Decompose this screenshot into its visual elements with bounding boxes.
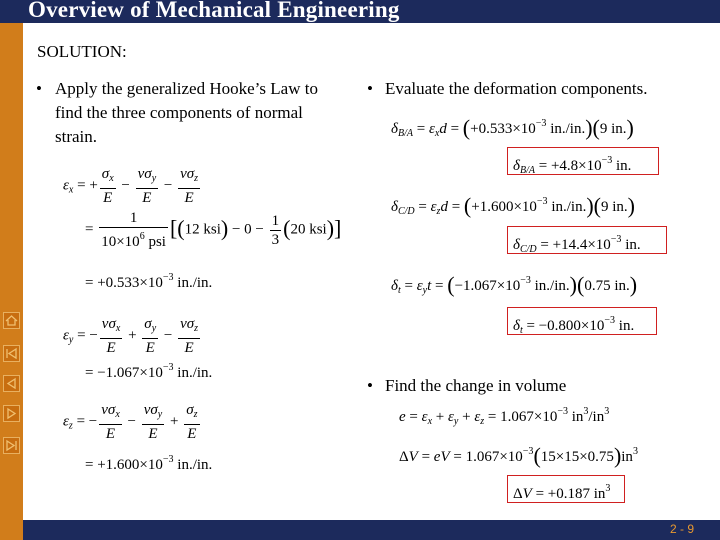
hooke-ex-substitution: = $\frac{1}{10\times 10^6 psi}$ [(12 ksi) − 0 − $\frac{1}{3}$ (20 ksi)] — [85, 210, 342, 250]
ez-result: = $+1.600\times 10^{-3}$ in./in. — [85, 454, 213, 473]
right-bullet-2-text: Find the change in volume — [385, 376, 567, 395]
volume-change-result: ΔV = +0.187 $in^3$ — [513, 483, 611, 502]
solution-label: SOLUTION: — [37, 42, 127, 61]
page-number: 2 - 9 — [669, 522, 694, 536]
bullet-marker: • — [367, 376, 373, 395]
first-slide-button[interactable] — [3, 345, 20, 362]
delta-cd-equation: $\delta_{C/D} = \varepsilon_zd = (+1.600\times 10^{-3}$ in./in.)(9 in.) — [391, 193, 635, 218]
delta-t-result: $\delta_t = -0.800\times 10^{-3}$ in. — [513, 315, 635, 336]
volume-change-equation: ΔV = eV = $1.067\times 10^{-3}(15\times 15\times 0.75)in^3$ — [399, 443, 638, 468]
previous-icon — [4, 376, 19, 391]
delta-ba-result: $\delta_{B/A} = +4.8\times 10^{-3}$ in. — [513, 155, 632, 176]
hooke-ey-equation: $\varepsilon_y$ = − $\frac{\nu\sigma_x}{E}$ + $\frac{\sigma_y}{E}$ − $\frac{\nu\sigma_z}{E}$ — [63, 316, 199, 356]
footer-bar — [23, 520, 720, 540]
hooke-ez-equation: $\varepsilon_z$ = − $\frac{\nu\sigma_x}{E}$ − $\frac{\nu\sigma_y}{E}$ + $\frac{\sigma_z}{E}$ — [63, 402, 198, 442]
home-button[interactable] — [3, 312, 20, 329]
dilatation-equation: $e = \varepsilon_x + \varepsilon_y + \varepsilon_z = 1.067\times 10^{-3}$ $in^3/in^3$ — [399, 406, 610, 427]
right-bullet-1-text: Evaluate the deformation components. — [385, 79, 648, 98]
bullet-marker: • — [367, 79, 373, 98]
first-slide-icon — [4, 346, 19, 361]
next-slide-button[interactable] — [3, 405, 20, 422]
next-icon — [4, 406, 19, 421]
home-icon — [4, 313, 19, 328]
ex-result: = $+0.533\times 10^{-3}$ in./in. — [85, 272, 213, 291]
slide-title: Overview of Mechanical Engineering — [28, 0, 400, 22]
delta-cd-result: $\delta_{C/D} = +14.4\times 10^{-3}$ in. — [513, 234, 641, 255]
header-bar — [0, 0, 720, 23]
slide-content — [23, 23, 720, 520]
left-bullet-line-3: strain. — [55, 127, 98, 146]
delta-ba-equation: $\delta_{B/A} = \varepsilon_xd = (+0.533\times 10^{-3}$ in./in.)(9 in.) — [391, 115, 634, 140]
left-bullet-line-1: Apply the generalized Hooke’s Law to — [55, 79, 318, 98]
hooke-ex-equation: $\varepsilon_x$ = + $\frac{\sigma_x}{E}$ − $\frac{\nu\sigma_y}{E}$ − $\frac{\nu\sigma_z}{E}$ — [63, 166, 199, 206]
previous-slide-button[interactable] — [3, 375, 20, 392]
bullet-marker: • — [36, 79, 42, 98]
last-slide-button[interactable] — [3, 437, 20, 454]
last-slide-icon — [4, 438, 19, 453]
ey-result: = $-1.067\times 10^{-3}$ in./in. — [85, 362, 213, 381]
delta-t-equation: $\delta_t = \varepsilon_yt = (-1.067\times 10^{-3}$ in./in.)(0.75 in.) — [391, 272, 638, 297]
nav-sidebar — [0, 23, 23, 540]
left-bullet-line-2: find the three components of normal — [55, 103, 303, 122]
